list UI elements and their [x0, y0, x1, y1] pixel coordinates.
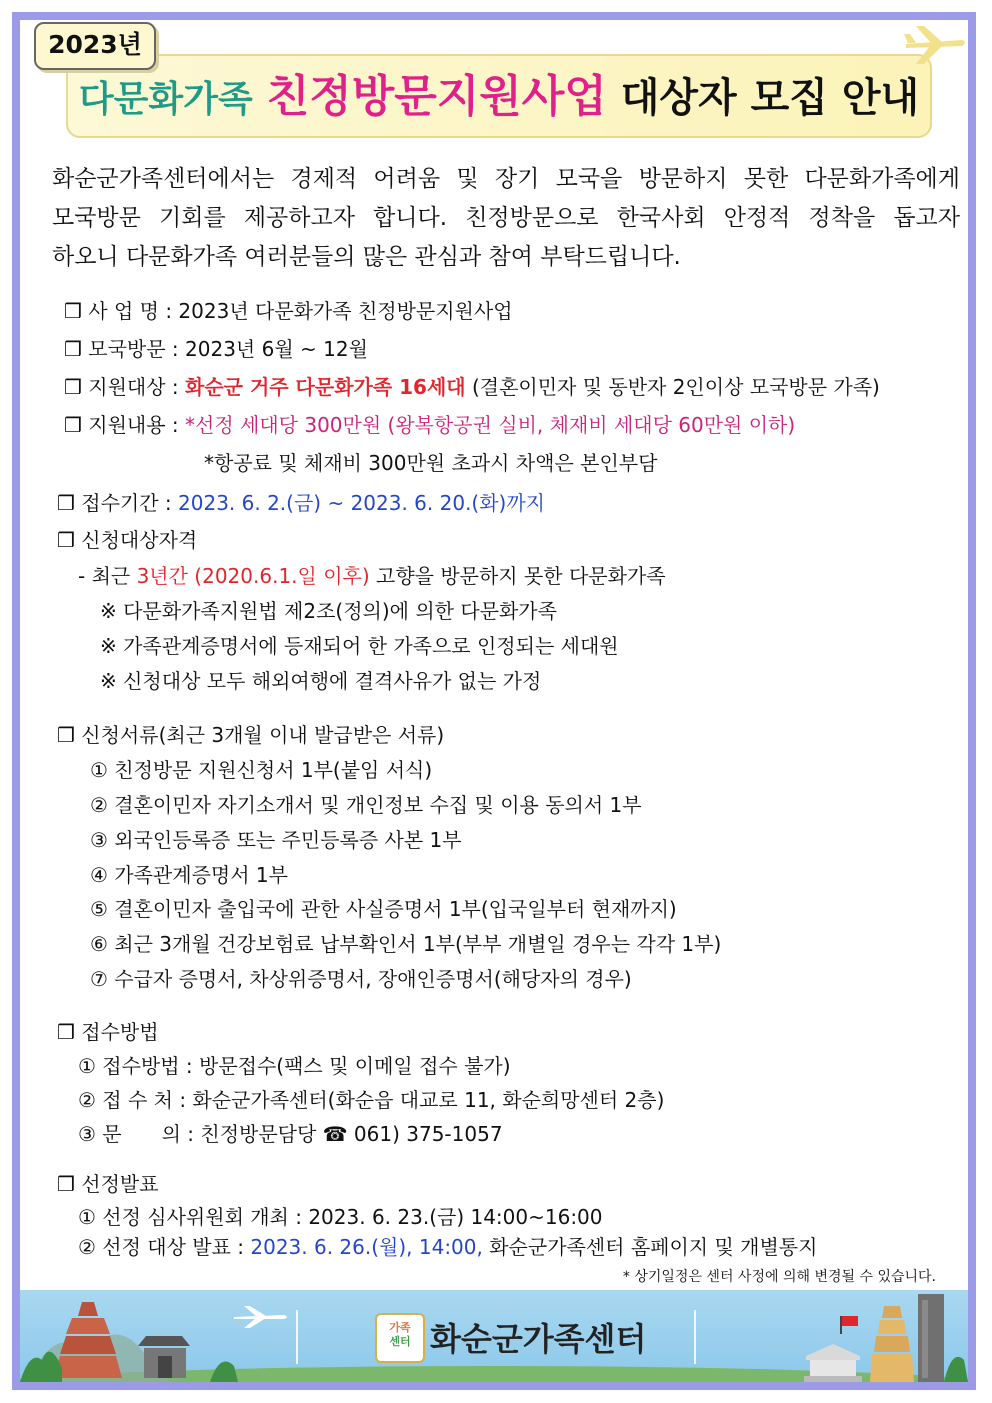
- schedule-footnote: * 상기일정은 센터 사정에 의해 변경될 수 있습니다.: [622, 1269, 936, 1285]
- intro-line: 하오니 다문화가족 여러분들의 많은 관심과 참여 부탁드립니다.: [52, 244, 681, 270]
- method-item: ③ 문 의 : 친정방문담당 ☎ 061) 375-1057: [78, 1122, 503, 1146]
- method-item: ① 접수방법 : 방문접수(팩스 및 이메일 접수 불가): [78, 1054, 511, 1078]
- documents-heading: ❒ 신청서류(최근 3개월 이내 발급받은 서류): [57, 723, 445, 747]
- logo-text-top: 가족: [389, 1321, 411, 1334]
- support-value: *선정 세대당 300만원 (왕복항공권 실비, 체재비 세대당 60만원 이하): [185, 413, 796, 437]
- footer-org-name: 화순군가족센터: [430, 1320, 647, 1358]
- document-item: ⑥ 최근 3개월 건강보험료 납부확인서 1부(부부 개별일 경우는 각각 1부): [90, 932, 722, 956]
- document-item: ⑤ 결혼이민자 출입국에 관한 사실증명서 1부(입국일부터 현재까지): [90, 897, 677, 921]
- document-item: ② 결혼이민자 자기소개서 및 개인정보 수집 및 이용 동의서 1부: [90, 793, 642, 817]
- logo-text-bottom: 센터: [389, 1335, 411, 1348]
- footer-banner: [20, 1290, 968, 1382]
- period-label: ❒ 접수기간 :: [57, 491, 179, 515]
- selection-item-prefix: ② 선정 대상 발표 :: [78, 1235, 251, 1259]
- eligibility-highlight: 3년간 (2020.6.1.일 이후): [136, 564, 370, 588]
- eligibility-note: ※ 다문화가족지원법 제2조(정의)에 의한 다문화가족: [100, 599, 557, 623]
- support-row: [64, 411, 795, 439]
- target-row: [64, 373, 880, 401]
- title-part-3: 대상자 모집 안내: [620, 75, 920, 121]
- intro-paragraph: [52, 160, 960, 277]
- document-item: ① 친정방문 지원신청서 1부(붙임 서식): [90, 758, 433, 782]
- footer-airplane-icon: [232, 1304, 290, 1330]
- visit-period-label: ❒ 모국방문 :: [64, 337, 186, 361]
- year-tab: 2023년: [34, 22, 156, 70]
- title-part-2: 친정방문지원사업: [266, 71, 607, 122]
- footer-divider-left: [296, 1310, 298, 1364]
- target-label: ❒ 지원대상 :: [64, 375, 186, 399]
- page-title: [66, 54, 932, 138]
- period-row: [57, 489, 545, 517]
- airplane-icon: [902, 22, 968, 68]
- project-name-value: 2023년 다문화가족 친정방문지원사업: [178, 299, 513, 323]
- period-value: 2023. 6. 2.(금) ~ 2023. 6. 20.(화)까지: [178, 491, 545, 515]
- footer-landmarks: [790, 1290, 968, 1382]
- support-note: *항공료 및 체재비 300만원 초과시 차액은 본인부담: [204, 451, 658, 475]
- title-part-1: 다문화가족: [78, 79, 253, 120]
- selection-item: [78, 1233, 817, 1261]
- method-item: ② 접 수 처 : 화순군가족센터(화순읍 대교로 11, 화순희망센터 2층): [78, 1088, 665, 1112]
- method-heading: ❒ 접수방법: [57, 1020, 159, 1044]
- visit-period-value: 2023년 6월 ~ 12월: [185, 337, 368, 361]
- footer-divider-right: [694, 1310, 696, 1364]
- document-item: ③ 외국인등록증 또는 주민등록증 사본 1부: [90, 828, 462, 852]
- selection-item: ① 선정 심사위원회 개최 : 2023. 6. 23.(금) 14:00~16:00: [78, 1205, 603, 1229]
- target-highlight: 화순군 거주 다문화가족 16세대: [185, 375, 466, 399]
- eligibility-suffix: 고향을 방문하지 못한 다문화가족: [369, 564, 666, 588]
- selection-item-highlight: 2023. 6. 26.(월), 14:00,: [250, 1235, 483, 1259]
- selection-heading: ❒ 선정발표: [57, 1172, 159, 1196]
- eligibility-prefix: - 최근: [78, 564, 137, 588]
- document-item: ④ 가족관계증명서 1부: [90, 863, 288, 887]
- intro-line: 모국방문 기회를 제공하고자 합니다. 친정방문으로 한국사회 안정적 정착을 돕고자: [52, 205, 960, 231]
- eligibility-heading: ❒ 신청대상자격: [57, 528, 198, 552]
- target-rest: (결혼이민자 및 동반자 2인이상 모국방문 가족): [465, 375, 880, 399]
- eligibility-note: ※ 신청대상 모두 해외여행에 결격사유가 없는 가정: [100, 669, 542, 693]
- eligibility-note: ※ 가족관계증명서에 등재되어 한 가족으로 인정되는 세대원: [100, 634, 619, 658]
- intro-line: 화순군가족센터에서는 경제적 어려움 및 장기 모국을 방문하지 못한 다문화가족에게: [52, 166, 960, 192]
- support-label: ❒ 지원내용 :: [64, 413, 186, 437]
- visit-period-row: [64, 335, 368, 363]
- project-name-row: [64, 297, 513, 325]
- document-item: ⑦ 수급자 증명서, 차상위증명서, 장애인증명서(해당자의 경우): [90, 967, 632, 991]
- selection-item-suffix: 화순군가족센터 홈페이지 및 개별통지: [482, 1235, 818, 1259]
- project-name-label: ❒ 사 업 명 :: [64, 299, 179, 323]
- eligibility-main: [78, 562, 666, 590]
- center-logo: [375, 1313, 425, 1363]
